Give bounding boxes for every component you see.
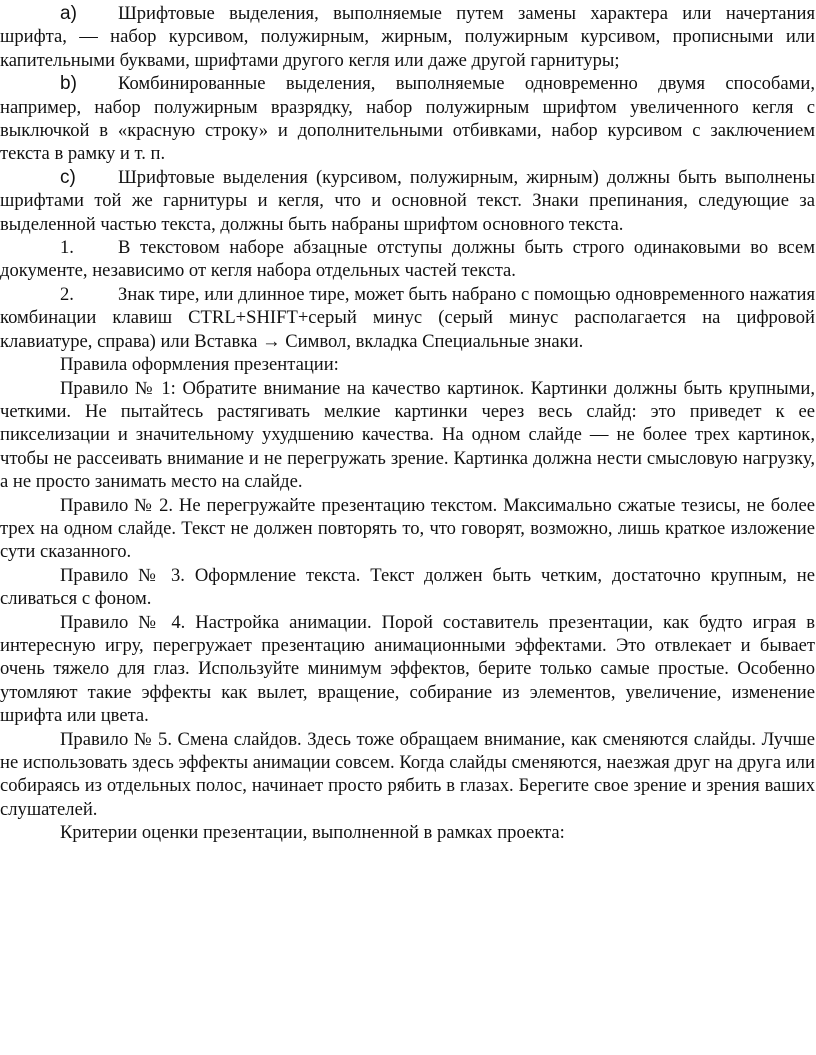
list-item-text: Шрифтовые выделения, выполняемые путем замены характера или начертания шрифта, — набор курсивом, полужирным, жирным, полужирным курсивом, прописными или капительными буквами, шрифтами другого кегля или даже другой гарнитуры; xyxy=(0,3,815,71)
rule-1-paragraph: Правило № 1: Обратите внимание на качество картинок. Картинки должны быть крупными, четкими. Не пытайтесь растягивать мелкие картинки через весь слайд: это приведет к ее пикселизации и значительному ухудшению качества. На одном слайде — не более трех картинок, чтобы не рассеивать внимание и не перегружать зрение. Картинка должна нести смысловую нагрузку, а не просто занимать место на слайде. xyxy=(0,377,815,493)
rule-4-paragraph: Правило № 4. Настройка анимации. Порой составитель презентации, как будто играя в интересную игру, перегружает презентацию анимационными эффектами. Это отвлекает и бывает очень тяжело для глаз. Используйте минимум эффектов, берите только самые простые. Особенно утомляют такие эффекты как вылет, вращение, собирание из элементов, увеличение, изменение шрифта или цвета. xyxy=(0,611,815,727)
list-item-text: В текстовом наборе абзацные отступы должны быть строго одинаковыми во всем документе, независимо от кегля набора отдельных частей текста. xyxy=(0,237,815,282)
list-marker: 1. xyxy=(60,237,74,259)
list-marker: b) xyxy=(60,73,77,95)
list-item-a xyxy=(0,2,815,72)
list-item-c xyxy=(0,166,815,236)
list-item-1 xyxy=(0,236,815,283)
list-item-b xyxy=(0,72,815,166)
list-item-text: Шрифтовые выделения (курсивом, полужирным, жирным) должны быть выполнены шрифтами той же гарнитуры и кегля, что и основной текст. Знаки препинания, следующие за выделенной частью текста, должны быть набраны шрифтом основного текста. xyxy=(0,166,815,235)
list-item-2 xyxy=(0,283,815,353)
criteria-heading: Критерии оценки презентации, выполненной в рамках проекта: xyxy=(60,822,565,844)
list-marker: 2. xyxy=(60,283,74,305)
list-marker: c) xyxy=(60,166,76,188)
list-marker: a) xyxy=(60,3,77,24)
presentation-rules-heading: Правила оформления презентации: xyxy=(60,354,339,376)
rule-5-paragraph: Правило № 5. Смена слайдов. Здесь тоже обращаем внимание, как сменяются слайды. Лучше не использовать здесь эффекты анимации совсем. Когда слайды сменяются, наезжая друг на друга или собираясь из отдельных полос, начинает просто рябить в глазах. Берегите свое зрение и зрения ваших слушателей. xyxy=(0,728,815,820)
list-item-text: Знак тире, или длинное тире, может быть набрано с помощью одновременного нажатия комбинации клавиш CTRL+SHIFT+серый минус (серый минус располагается на цифровой клавиатуре, справа) или Вставка → Символ, вкладка Специальные знаки. xyxy=(0,283,815,352)
rule-3-paragraph: Правило № 3. Оформление текста. Текст должен быть четким, достаточно крупным, не сливаться с фоном. xyxy=(0,564,815,610)
list-item-text: Комбинированные выделения, выполняемые одновременно двумя способами, например, набор полужирным вразрядку, набор полужирным шрифтом увеличенного кегля с выключкой в «красную строку» и дополнительными отбивками, набор курсивом с заключением текста в рамку и т. п. xyxy=(0,73,815,165)
rule-2-paragraph: Правило № 2. Не перегружайте презентацию текстом. Максимально сжатые тезисы, не более трех на одном слайде. Текст не должен повторять то, что говорят, возможно, лишь краткое изложение сути сказанного. xyxy=(0,494,815,563)
